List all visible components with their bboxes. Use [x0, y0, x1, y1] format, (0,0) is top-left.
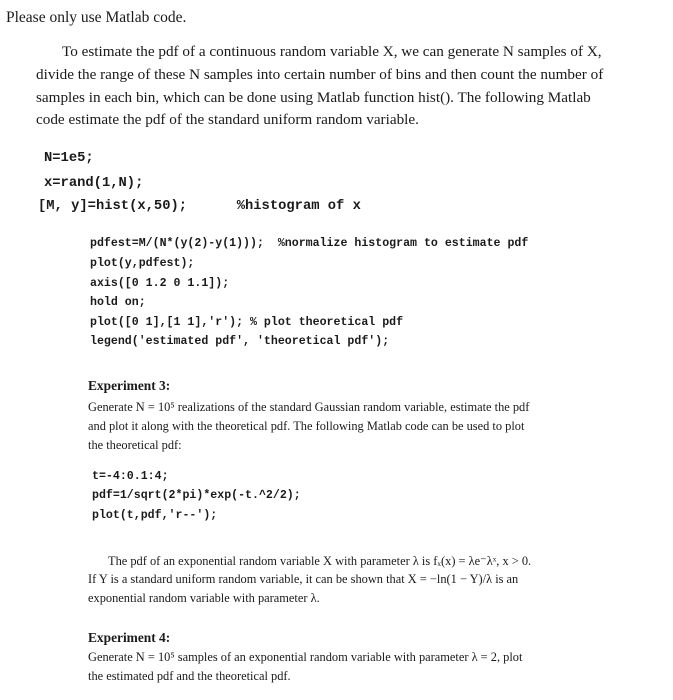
intro-line: code estimate the pdf of the standard uniform random variable. — [36, 111, 419, 128]
experiment-3-title: Experiment 3: — [88, 378, 171, 393]
intro-line: samples in each bin, which can be done using Matlab function hist(). The following Matlab — [36, 89, 591, 106]
intro-line: divide the range of these N samples into certain number of bins and then count the number of — [36, 66, 604, 83]
code-line: plot(t,pdf,'r--'); — [92, 509, 218, 522]
code-line: plot(y,pdfest); — [90, 257, 195, 270]
code-line: legend('estimated pdf', 'theoretical pdf'); — [90, 335, 390, 348]
code-line: axis([0 1.2 0 1.1]); — [90, 277, 230, 290]
code-line: t=-4:0.1:4; — [92, 470, 169, 483]
experiment-4-text: the estimated pdf and the theoretical pdf. — [88, 669, 291, 683]
exponential-text: exponential random variable with parameter λ. — [88, 591, 320, 605]
code-line: hold on; — [90, 296, 146, 309]
exponential-text: The pdf of an exponential random variable X with parameter λ is fₓ(x) = λe⁻λˣ, x > 0. — [108, 554, 532, 568]
instruction-note: Please only use Matlab code. — [6, 9, 187, 26]
experiment-4-title: Experiment 4: — [88, 630, 171, 645]
code-line: pdfest=M/(N*(y(2)-y(1))); %normalize histogram to estimate pdf — [90, 237, 529, 250]
experiment-3-text: Generate N = 10⁵ realizations of the standard Gaussian random variable, estimate the pdf — [88, 400, 530, 414]
exponential-text: If Y is a standard uniform random variable, it can be shown that X = −ln(1 − Y)/λ is an — [88, 572, 519, 586]
experiment-4-text: Generate N = 10⁵ samples of an exponential random variable with parameter λ = 2, plot — [88, 650, 523, 664]
code-line: x=rand(1,N); — [44, 176, 144, 191]
code-line: pdf=1/sqrt(2*pi)*exp(-t.^2/2); — [92, 489, 301, 502]
code-line: N=1e5; — [44, 151, 94, 166]
code-line: [M, y]=hist(x,50); %histogram of x — [38, 199, 361, 214]
intro-line: To estimate the pdf of a continuous random variable X, we can generate N samples of X, — [62, 43, 602, 60]
experiment-3-text: and plot it along with the theoretical pdf. The following Matlab code can be used to plot — [88, 419, 525, 433]
experiment-3-text: the theoretical pdf: — [88, 438, 182, 452]
code-line: plot([0 1],[1 1],'r'); % plot theoretical pdf — [90, 316, 404, 329]
